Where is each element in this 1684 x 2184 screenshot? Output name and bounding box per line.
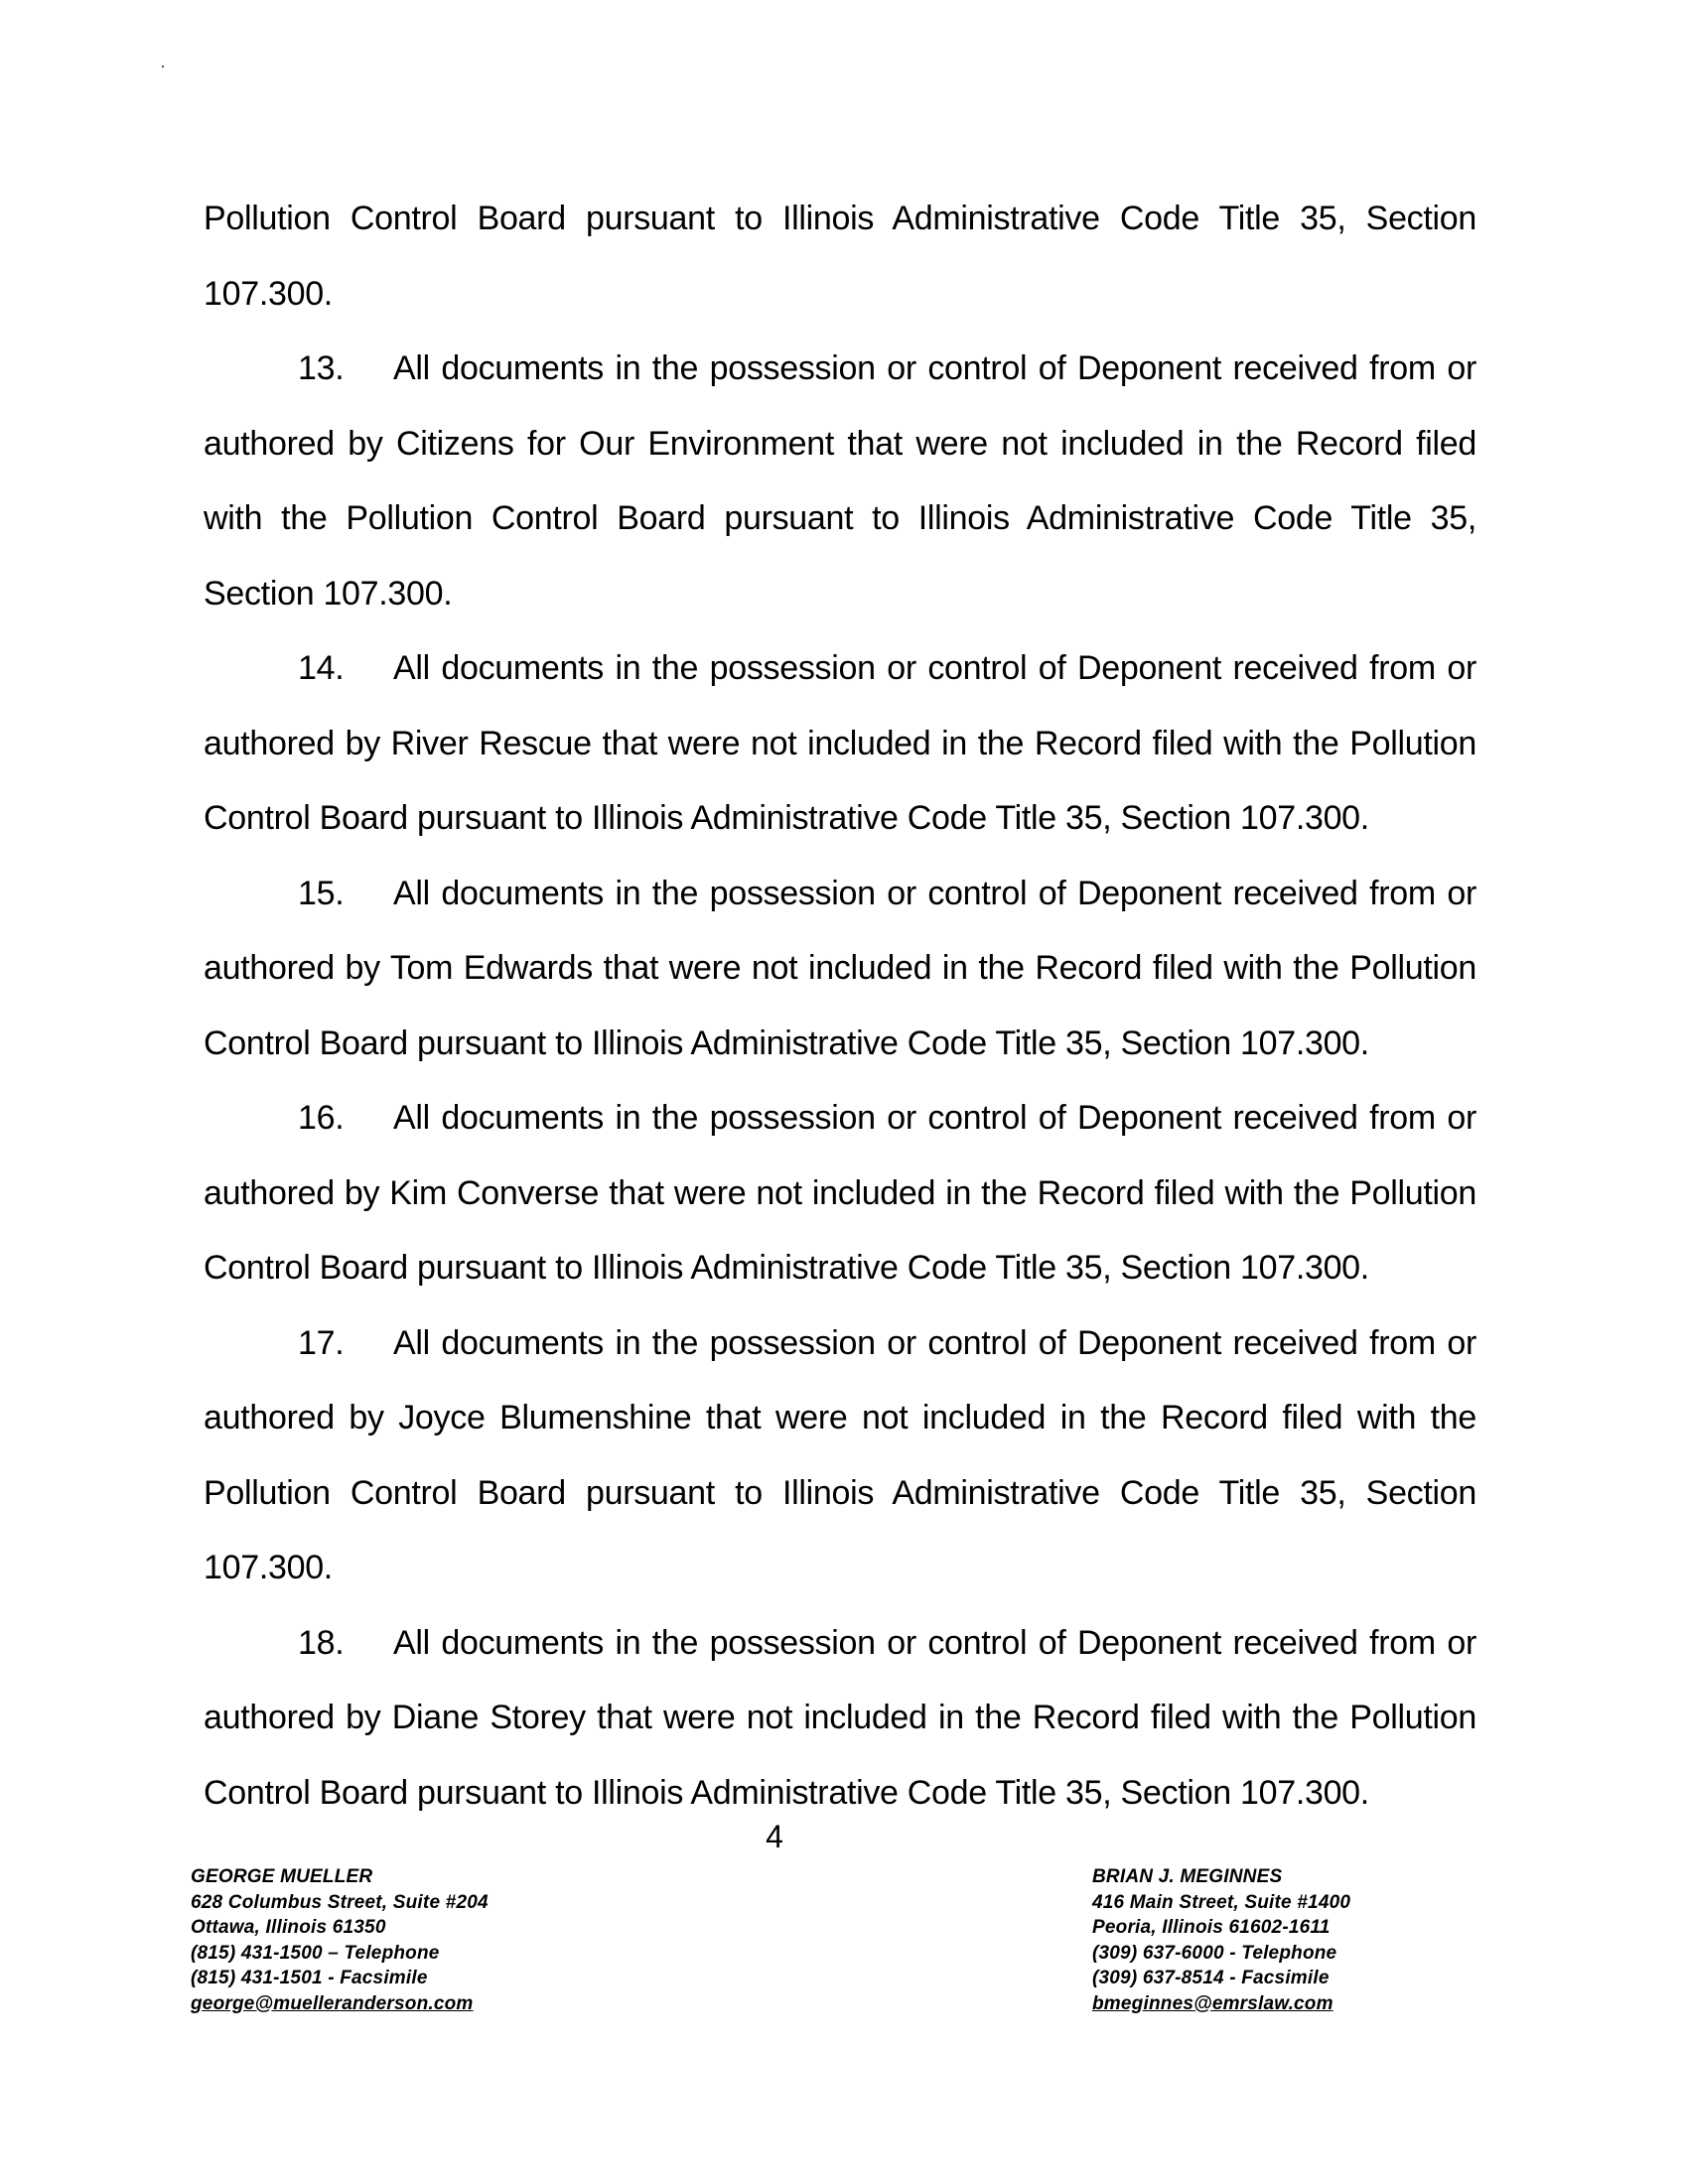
page-number: 4 xyxy=(766,1819,783,1854)
attorney-facsimile: (815) 431-1501 - Facsimile xyxy=(191,1968,428,1988)
paragraph-17 xyxy=(204,1306,1476,1606)
paragraph-number: 13. xyxy=(298,349,345,387)
paragraph-13 xyxy=(204,332,1476,631)
attorney-address-line1: 416 Main Street, Suite #1400 xyxy=(1092,1891,1351,1913)
attorney-telephone: (815) 431-1500 – Telephone xyxy=(191,1942,440,1964)
attorney-name: BRIAN J. MEGINNES xyxy=(1092,1866,1283,1887)
paragraph-text: All documents in the possession or control of Deponent received from or authored by Kim Converse that were not included in the Record filed with the Pollution Control Board pursuant to Illinois Administrative Code Title 35, Section 107.300. xyxy=(204,1099,1476,1287)
paragraph-text: All documents in the possession or control of Deponent received from or authored by River Rescue that were not included in the Record filed with the Pollution Control Board pursuant to Illinois Administrative Code Title 35, Section 107.300. xyxy=(204,649,1476,837)
paragraph-text: All documents in the possession or control of Deponent received from or authored by Joyce Blumenshine that were not included in the Record filed with the Pollution Control Board pursuant to Illinois Administrative Code Title 35, Section 107.300. xyxy=(204,1323,1476,1586)
attorney-email-link[interactable]: bmeginnes@emrslaw.com xyxy=(1092,1992,1333,2014)
attorney-address-line1: 628 Columbus Street, Suite #204 xyxy=(191,1891,489,1913)
attorney-name: GEORGE MUELLER xyxy=(191,1866,373,1887)
paragraph-number: 14. xyxy=(298,649,345,687)
document-body xyxy=(204,182,1476,1831)
attorney-telephone: (309) 637-6000 - Telephone xyxy=(1092,1942,1337,1964)
attorney-email-link[interactable]: george@muelleranderson.com xyxy=(191,1992,474,2014)
paragraph-14 xyxy=(204,631,1476,857)
paragraph-text: All documents in the possession or control of Deponent received from or authored by Citizens for Our Environment that were not included in the Record filed with the Pollution Control Board pursuant to Illinois Administrative Code Title 35, Section 107.300. xyxy=(204,349,1476,613)
paragraph-15 xyxy=(204,857,1476,1082)
attorney-address-line2: Peoria, Illinois 61602-1611 xyxy=(1092,1917,1331,1938)
scan-speck xyxy=(162,66,164,68)
attorney-address-line2: Ottawa, Illinois 61350 xyxy=(191,1917,386,1938)
footer-attorney-right xyxy=(1092,1864,1350,2016)
paragraph-text: Pollution Control Board pursuant to Illinois Administrative Code Title 35, Section 107.300. xyxy=(204,200,1476,313)
paragraph-number: 16. xyxy=(298,1099,345,1137)
paragraph-16 xyxy=(204,1081,1476,1306)
attorney-facsimile: (309) 637-8514 - Facsimile xyxy=(1092,1968,1330,1988)
paragraph-number: 15. xyxy=(298,874,345,912)
paragraph-text: All documents in the possession or control of Deponent received from or authored by Tom Edwards that were not included in the Record filed with the Pollution Control Board pursuant to Illinois Administrative Code Title 35, Section 107.300. xyxy=(204,874,1476,1062)
paragraph-text: All documents in the possession or control of Deponent received from or authored by Diane Storey that were not included in the Record filed with the Pollution Control Board pursuant to Illinois Administrative Code Title 35, Section 107.300. xyxy=(204,1623,1476,1812)
paragraph-number: 17. xyxy=(298,1323,345,1362)
paragraph-number: 18. xyxy=(298,1623,345,1662)
paragraph-18 xyxy=(204,1606,1476,1832)
footer-attorney-left xyxy=(191,1864,489,2016)
paragraph-continuation xyxy=(204,182,1476,332)
